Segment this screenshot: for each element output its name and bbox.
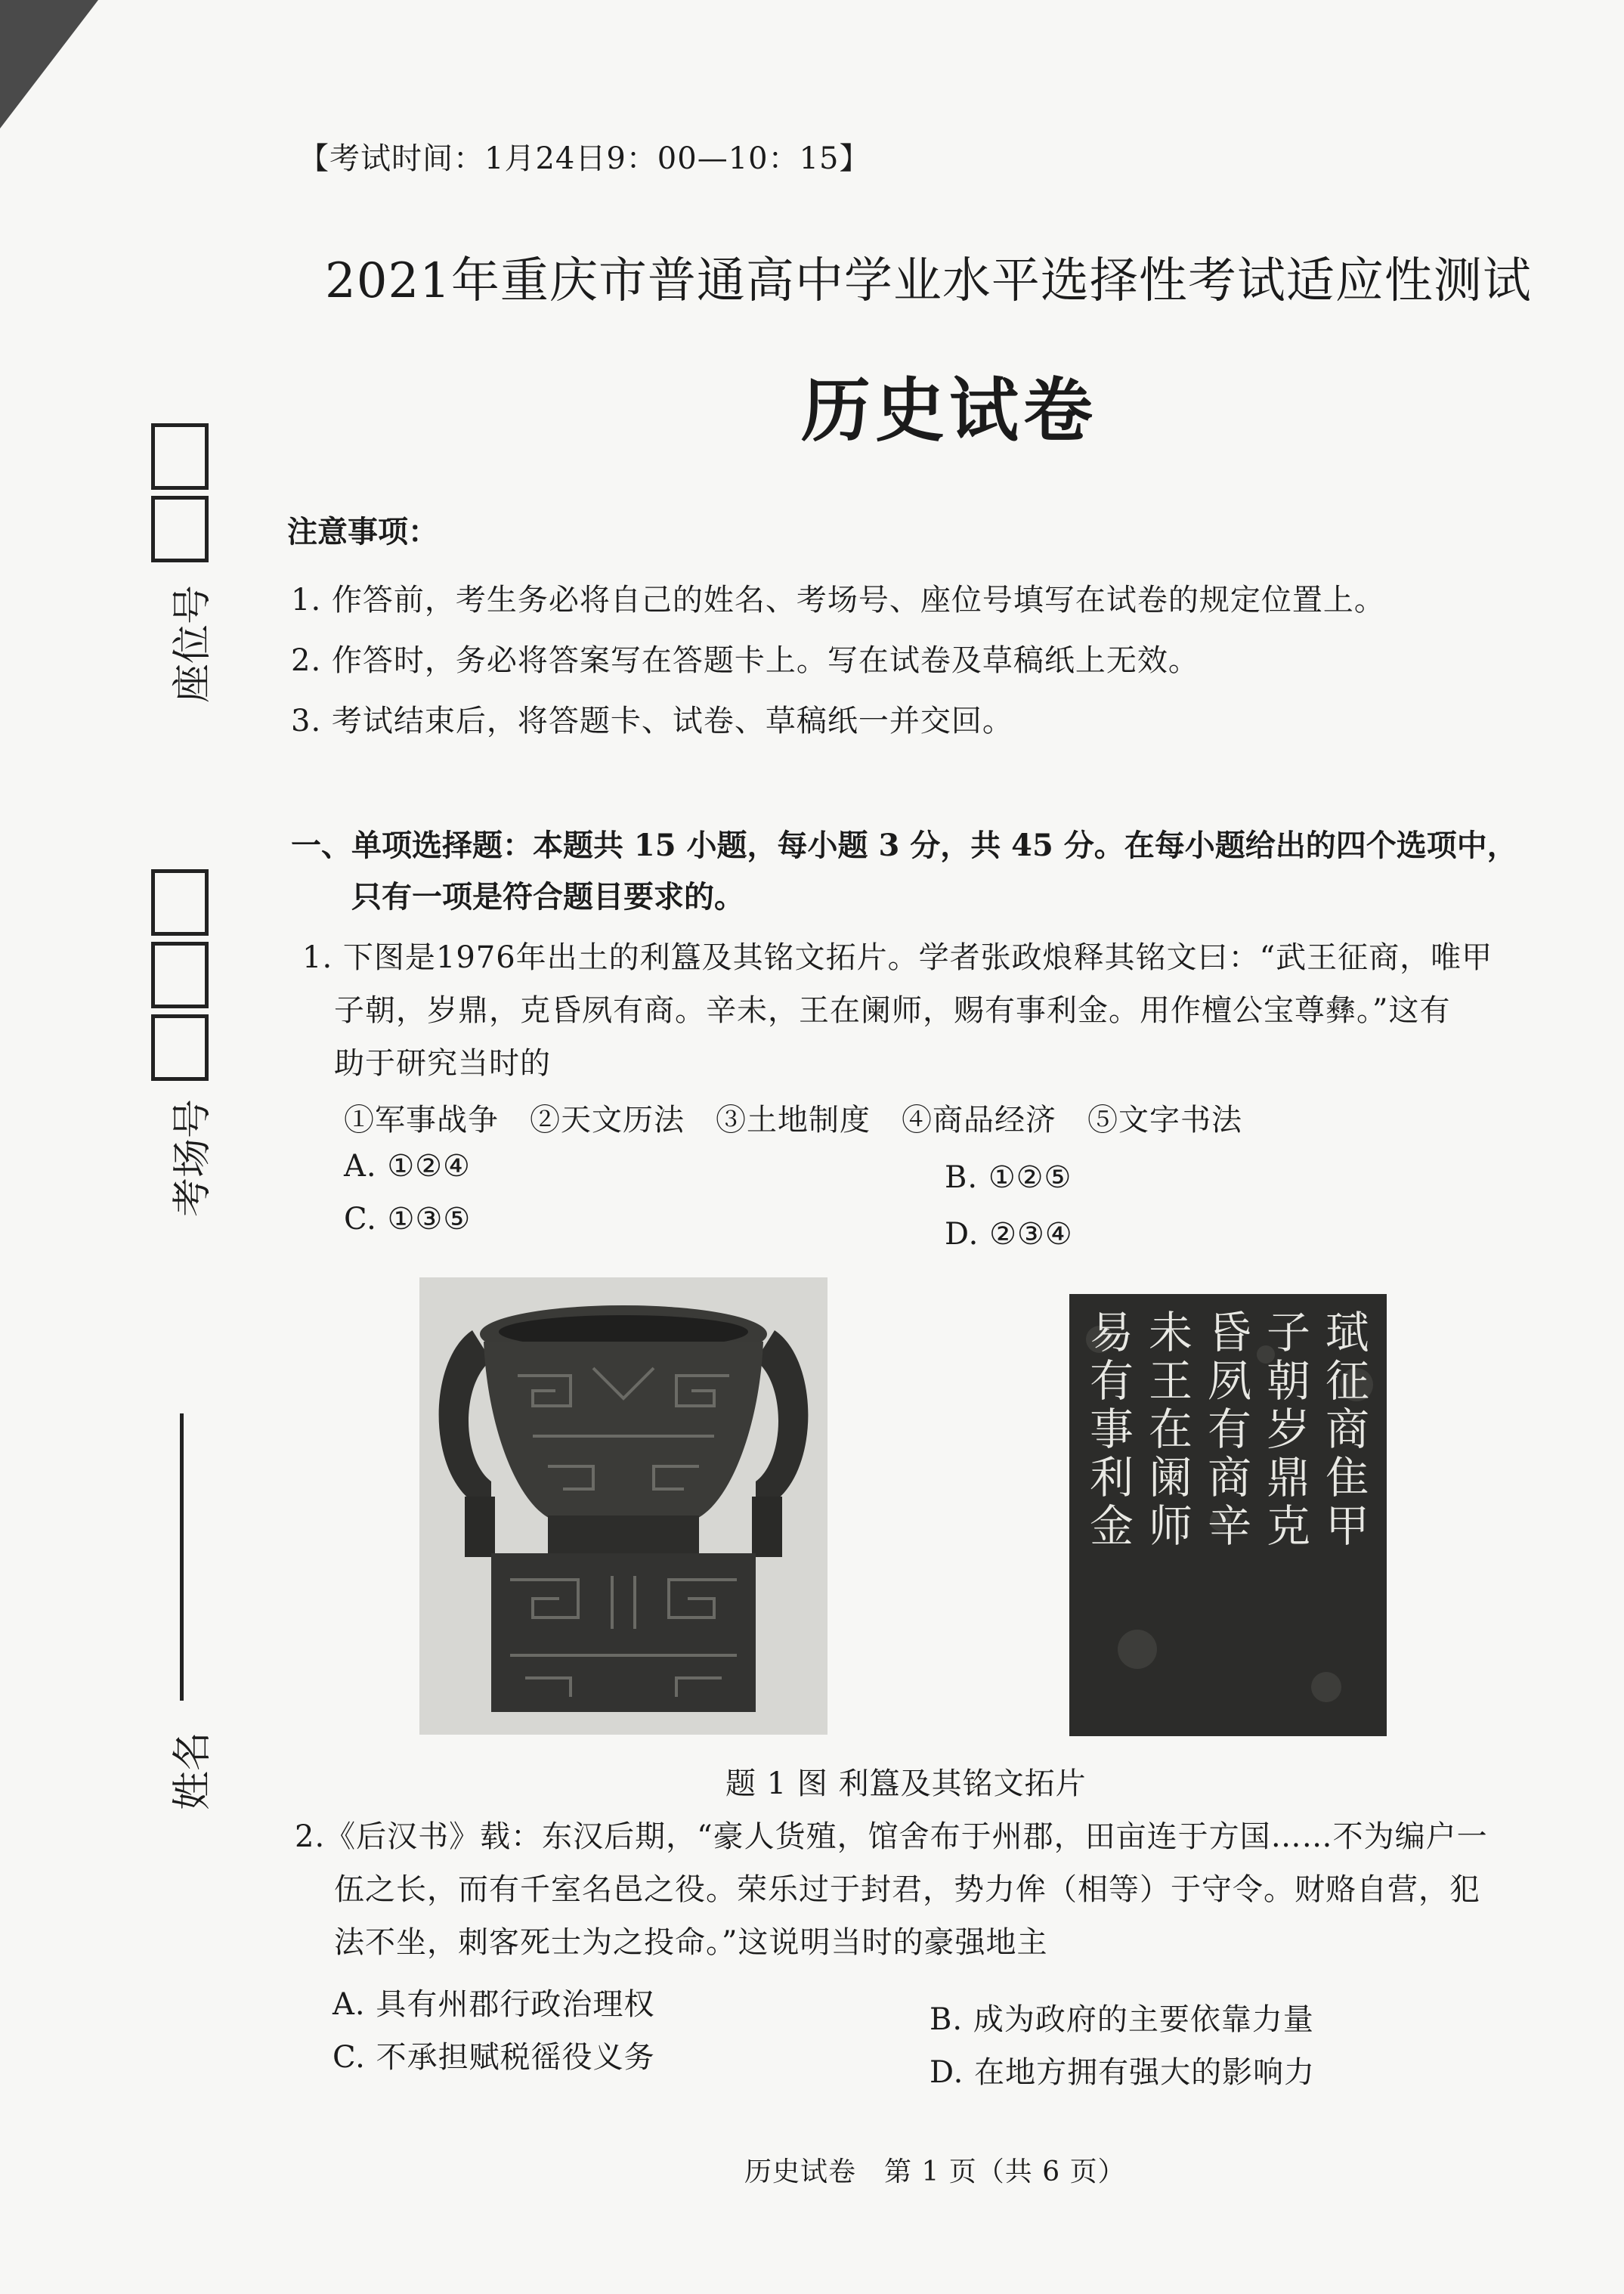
room-number-boxes[interactable] bbox=[151, 869, 209, 1081]
seat-box[interactable] bbox=[151, 496, 209, 562]
notice-item: 2. 作答时，务必将答案写在答题卡上。写在试卷及草稿纸上无效。 bbox=[291, 643, 1199, 678]
stem-line: 1. 下图是1976年出土的利簋及其铭文拓片。学者张政烺释其铭文曰：“武王征商，唯甲 bbox=[302, 940, 1493, 975]
rubbing-glyph-column: 未王在阑师 bbox=[1141, 1309, 1192, 1551]
room-box[interactable] bbox=[151, 1014, 209, 1081]
seat-number-boxes[interactable] bbox=[151, 423, 209, 562]
room-number-label: 考场号 bbox=[170, 1098, 215, 1217]
page-footer: 历史试卷 第 1 页（共 6 页） bbox=[744, 2156, 1126, 2187]
room-box[interactable] bbox=[151, 869, 209, 936]
rubbing-glyph-column: 昏夙有商辛 bbox=[1200, 1309, 1251, 1551]
notice-heading: 注意事项： bbox=[287, 514, 438, 550]
room-box[interactable] bbox=[151, 942, 209, 1008]
option-d[interactable]: D. ②③④ bbox=[945, 1217, 1073, 1252]
question-2-stem bbox=[295, 1810, 1564, 1969]
figure-caption: 题 1 图 利簋及其铭文拓片 bbox=[725, 1766, 1087, 1801]
seat-number-label: 座位号 bbox=[170, 584, 215, 703]
exam-title: 2021年重庆市普通高中学业水平选择性考试适应性测试 bbox=[325, 253, 1532, 309]
seat-box[interactable] bbox=[151, 423, 209, 490]
option-a[interactable]: A. 具有州郡行政治理权 bbox=[333, 1987, 655, 2022]
option-b[interactable]: B. 成为政府的主要依靠力量 bbox=[930, 2002, 1314, 2037]
notice-item: 1. 作答前，考生务必将自己的姓名、考场号、座位号填写在试卷的规定位置上。 bbox=[291, 583, 1385, 618]
option-b[interactable]: B. ①②⑤ bbox=[945, 1160, 1072, 1195]
rubbing-glyph-column: 易有事利金 bbox=[1082, 1309, 1134, 1551]
inscription-rubbing bbox=[1069, 1294, 1387, 1736]
stem-line: 2.《后汉书》载：东汉后期，“豪人货殖，馆舍布于州郡，田亩连于方国……不为编户一 bbox=[295, 1819, 1488, 1854]
stem-line: 助于研究当时的 bbox=[334, 1046, 551, 1081]
li-gui-photo bbox=[419, 1277, 827, 1735]
question-1-stem bbox=[302, 931, 1572, 1090]
option-d[interactable]: D. 在地方拥有强大的影响力 bbox=[930, 2055, 1316, 2090]
name-label: 姓名 bbox=[170, 1731, 215, 1810]
stem-line: 法不坐，刺客死士为之投命。”这说明当时的豪强地主 bbox=[334, 1925, 1048, 1960]
name-write-line[interactable] bbox=[180, 1413, 184, 1701]
scan-corner-mark bbox=[0, 0, 98, 128]
bronze-vessel-image bbox=[419, 1277, 827, 1735]
rubbing-glyph-column: 珷征商隹甲 bbox=[1318, 1309, 1369, 1551]
option-c[interactable]: C. ①③⑤ bbox=[344, 1202, 472, 1237]
stem-line: 伍之长，而有千室名邑之役。荣乐过于封君，势力侔（相等）于守令。财赂自营，犯 bbox=[334, 1872, 1480, 1907]
option-a[interactable]: A. ①②④ bbox=[344, 1149, 471, 1184]
rubbing-glyph-column: 子朝岁鼎克 bbox=[1259, 1309, 1310, 1551]
option-c[interactable]: C. 不承担赋税徭役义务 bbox=[333, 2040, 655, 2075]
section-heading-line: 一、单项选择题：本题共 15 小题，每小题 3 分，共 45 分。在每小题给出的四个选项中， bbox=[291, 828, 1517, 863]
section-heading-line: 只有一项是符合题目要求的。 bbox=[351, 879, 744, 915]
question-1-items: ①军事战争 ②天文历法 ③土地制度 ④商品经济 ⑤文字书法 bbox=[344, 1103, 1242, 1138]
subject-title: 历史试卷 bbox=[801, 370, 1098, 451]
exam-time: 【考试时间：1月24日9：00—10：15】 bbox=[299, 141, 871, 176]
section-heading bbox=[291, 820, 1576, 923]
stem-line: 子朝，岁鼎，克昏夙有商。辛未，王在阑师，赐有事利金。用作檀公宝尊彝。”这有 bbox=[334, 993, 1451, 1028]
notice-item: 3. 考试结束后，将答题卡、试卷、草稿纸一并交回。 bbox=[291, 704, 1013, 738]
